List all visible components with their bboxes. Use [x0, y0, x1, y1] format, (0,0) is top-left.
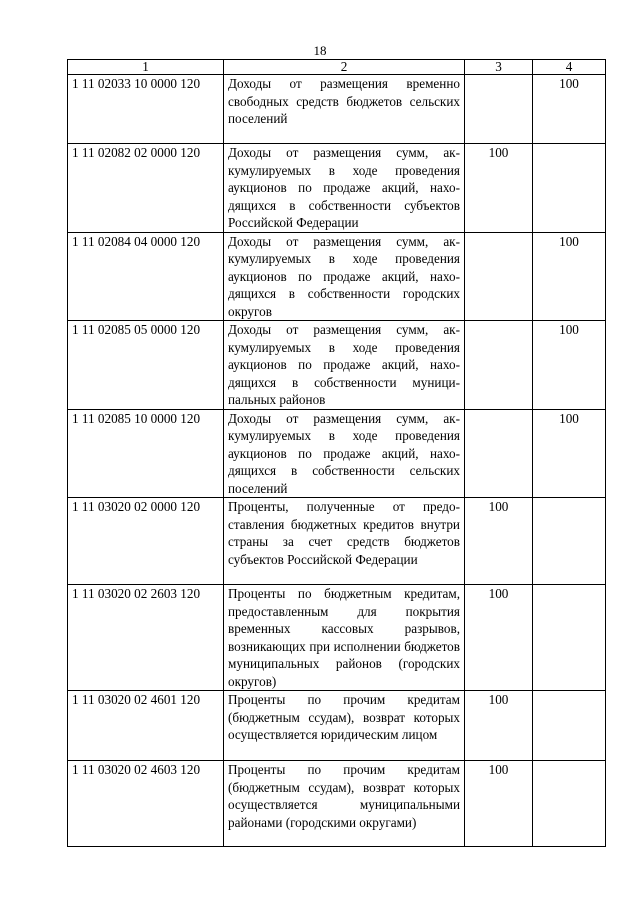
- row-col4-cell: [533, 691, 606, 761]
- row-code-cell: 1 11 02082 02 0000 120: [68, 144, 224, 233]
- row-col3-cell: [465, 409, 533, 498]
- row-code-cell: 1 11 02033 10 0000 120: [68, 75, 224, 144]
- column-header-3: 3: [465, 60, 533, 75]
- row-name-cell: Доходы от размещения сумм, аккумулируемых в ходе проведения аукционов по продаже акций, находящихся в собственности городских округов: [224, 232, 465, 321]
- row-col3-cell: [465, 75, 533, 144]
- row-col4-cell: 100: [533, 409, 606, 498]
- row-name-cell: Проценты по бюджетным кредитам, предоставленным для покрытия временных кассовых разрывов, возникающих при исполнении бюджетов муниципальных районов (городских округов): [224, 585, 465, 691]
- row-code-cell: 1 11 03020 02 4601 120: [68, 691, 224, 761]
- row-col3-cell: 100: [465, 498, 533, 585]
- row-code-cell: 1 11 02085 05 0000 120: [68, 321, 224, 410]
- row-col3-cell: [465, 321, 533, 410]
- row-name-cell: Проценты по прочим кредитам (бюджетным ссудам), возврат которых осуществляется юридическим лицом: [224, 691, 465, 761]
- row-col4-cell: [533, 585, 606, 691]
- row-name-cell: Проценты, полученные от предоставления бюджетных кредитов внутри страны за счет средств бюджетов субъектов Российской Федерации: [224, 498, 465, 585]
- column-header-1: 1: [68, 60, 224, 75]
- column-header-2: 2: [224, 60, 465, 75]
- row-code-cell: 1 11 03020 02 2603 120: [68, 585, 224, 691]
- table-row: [68, 232, 606, 321]
- row-name-cell: Доходы от размещения сумм, аккумулируемых в ходе проведения аукционов по продаже акций, находящихся в собственности муниципальных районов: [224, 321, 465, 410]
- row-col4-cell: [533, 761, 606, 847]
- row-code-cell: 1 11 03020 02 4603 120: [68, 761, 224, 847]
- row-col3-cell: 100: [465, 144, 533, 233]
- table-row: [68, 761, 606, 847]
- table-body: [68, 75, 606, 847]
- row-col3-cell: 100: [465, 691, 533, 761]
- row-col3-cell: [465, 232, 533, 321]
- table-row: [68, 321, 606, 410]
- row-col4-cell: 100: [533, 75, 606, 144]
- row-col4-cell: [533, 498, 606, 585]
- table-row: [68, 498, 606, 585]
- table-row: [68, 409, 606, 498]
- column-header-4: 4: [533, 60, 606, 75]
- row-code-cell: 1 11 02085 10 0000 120: [68, 409, 224, 498]
- budget-classification-table: [67, 59, 606, 847]
- row-col4-cell: [533, 144, 606, 233]
- row-name-cell: Доходы от размещения сумм, аккумулируемых в ходе проведения аукционов по продаже акций, находящихся в собственности сельских поселений: [224, 409, 465, 498]
- row-name-cell: Доходы от размещения временно свободных средств бюджетов сельских поселений: [224, 75, 465, 144]
- row-name-cell: Проценты по прочим кредитам (бюджетным ссудам), возврат которых осуществляется муниципальными районами (городскими округами): [224, 761, 465, 847]
- row-code-cell: 1 11 03020 02 0000 120: [68, 498, 224, 585]
- row-col3-cell: 100: [465, 585, 533, 691]
- row-col3-cell: 100: [465, 761, 533, 847]
- table-row: [68, 691, 606, 761]
- table-header-row: [68, 60, 606, 75]
- row-name-cell: Доходы от размещения сумм, аккумулируемых в ходе проведения аукционов по продаже акций, находящихся в собственности субъектов Российской Федерации: [224, 144, 465, 233]
- row-col4-cell: 100: [533, 321, 606, 410]
- table-row: [68, 75, 606, 144]
- table-row: [68, 144, 606, 233]
- table-row: [68, 585, 606, 691]
- row-code-cell: 1 11 02084 04 0000 120: [68, 232, 224, 321]
- page-number: 18: [313, 43, 327, 58]
- row-col4-cell: 100: [533, 232, 606, 321]
